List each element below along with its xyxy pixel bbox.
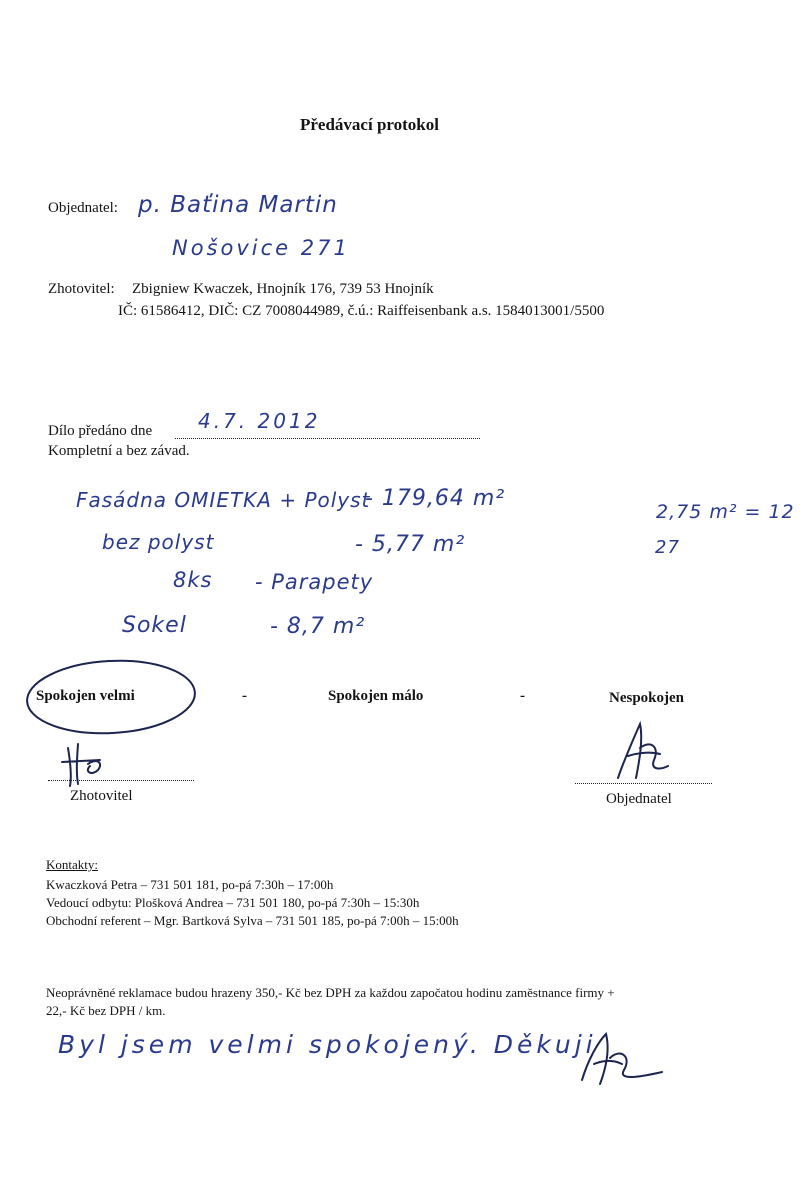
customer-signature-line	[575, 783, 712, 784]
customer-label: Objednatel:	[48, 200, 118, 216]
margin-note: 27	[655, 537, 680, 558]
contractor-signature-line	[48, 780, 194, 781]
contact-line: Vedoucí odbytu: Plošková Andrea – 731 501 180, po-pá 7:30h – 15:30h	[46, 895, 420, 910]
work-item-value: - Parapety	[255, 570, 374, 594]
work-item-name: Fasádna OMIETKA + Polyst	[76, 488, 371, 512]
satisfaction-separator: -	[242, 688, 247, 704]
handover-status: Kompletní a bez závad.	[48, 443, 190, 459]
customer-signature-label: Objednatel	[606, 791, 672, 807]
contact-line: Obchodní referent – Mgr. Bartková Sylva – 731 501 185, po-pá 7:00h – 15:00h	[46, 913, 459, 928]
contact-line: Kwaczková Petra – 731 501 181, po-pá 7:30h – 17:00h	[46, 877, 334, 892]
work-item-value: - 5,77 m²	[355, 532, 466, 557]
satisfaction-option-little-satisfied: Spokojen málo	[328, 688, 424, 704]
work-item-name: Sokel	[122, 613, 187, 638]
handover-date-handwritten: 4.7. 2012	[198, 409, 321, 433]
document-title: Předávací protokol	[300, 115, 439, 134]
handover-date-dotted-line	[175, 438, 480, 439]
work-item-name: bez polyst	[102, 530, 215, 554]
work-item-value: - 179,64 m²	[365, 486, 506, 511]
customer-address-handwritten: Nošovice 271	[172, 236, 350, 260]
customer-name-handwritten: p. Baťina Martin	[138, 192, 338, 218]
notice-line2: 22,- Kč bez DPH / km.	[46, 1003, 166, 1018]
contractor-label: Zhotovitel:	[48, 281, 115, 297]
contractor-line1: Zbigniew Kwaczek, Hnojník 176, 739 53 Hnojník	[132, 281, 434, 297]
margin-note: 2,75 m² = 12	[656, 501, 795, 523]
satisfaction-separator: -	[520, 688, 525, 704]
satisfaction-option-dissatisfied: Nespokojen	[609, 690, 685, 706]
work-item-value: - 8,7 m²	[270, 614, 366, 639]
handover-label: Dílo předáno dne	[48, 423, 153, 439]
satisfaction-option-very-satisfied: Spokojen velmi	[36, 688, 135, 704]
notice-line1: Neoprávněné reklamace budou hrazeny 350,- Kč bez DPH za každou započatou hodinu zaměstnance firmy +	[46, 985, 615, 1000]
customer-signature	[618, 724, 668, 778]
contractor-line2: IČ: 61586412, DIČ: CZ 7008044989, č.ú.: Raiffeisenbank a.s. 1584013001/5500	[118, 303, 605, 319]
closing-remark-handwritten: Byl jsem velmi spokojený. Děkuji	[58, 1030, 597, 1059]
work-item-name: 8ks	[173, 568, 213, 592]
contacts-heading: Kontakty:	[46, 857, 98, 872]
contractor-signature-label: Zhotovitel	[70, 788, 133, 804]
